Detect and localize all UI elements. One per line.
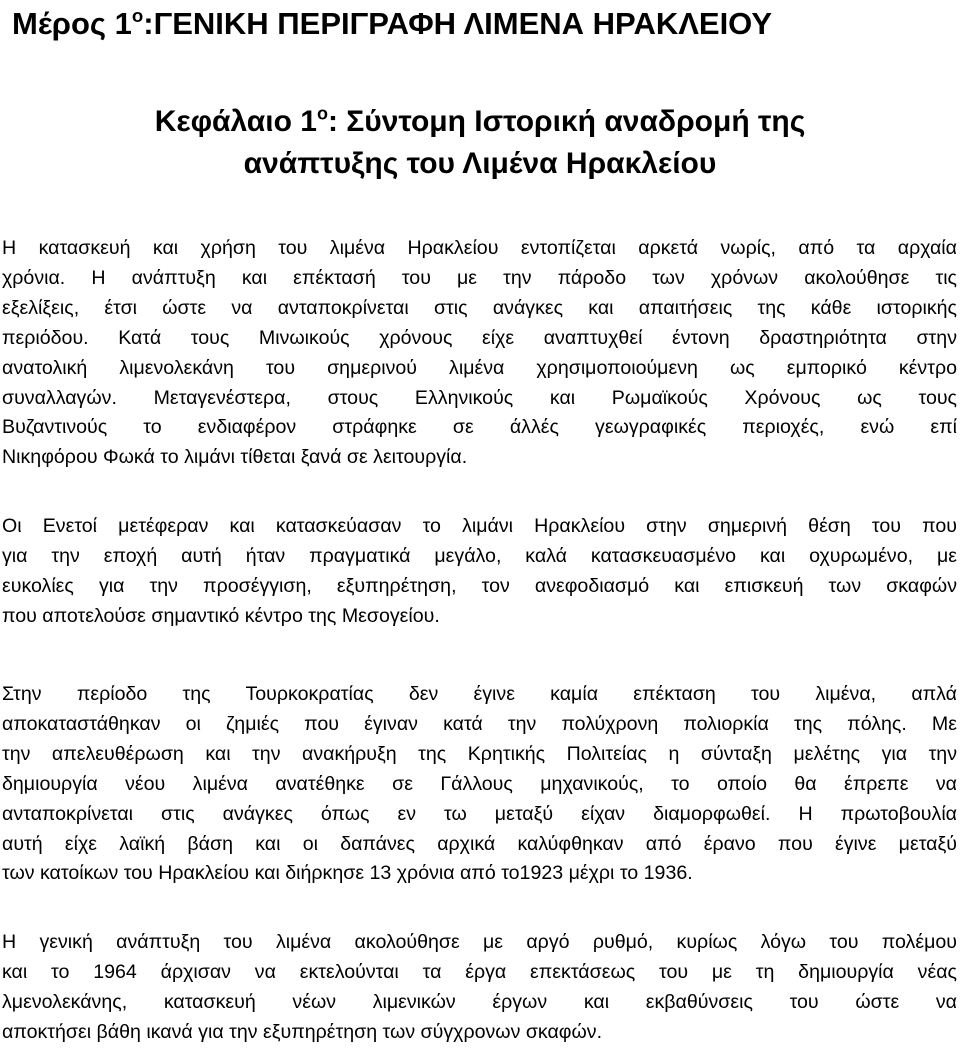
text-line: περιόδου. Κατά τους Μινωικούς χρόνους είχε αναπτυχθεί έντονη δραστηριότητα στην <box>2 326 957 349</box>
paragraph-4 <box>2 928 957 1048</box>
text-line: λμενολεκάνης, κατασκευή νέων λιμενικών έργων και εκβαθύνσεις του ώστε να <box>2 990 957 1013</box>
chapter-title-ordinal: ο <box>316 103 328 124</box>
text-line: Στην περίοδο της Τουρκοκρατίας δεν έγινε καμία επέκταση του λιμένα, απλά <box>2 683 957 705</box>
part-title <box>12 4 772 44</box>
text-line: που αποτελούσε σημαντικό κέντρο της Μεσογείου. <box>2 604 440 627</box>
text-line: και το 1964 άρχισαν να εκτελούνται τα έργα επεκτάσεως του με τη δημιουργία νέας <box>2 960 957 983</box>
chapter-title-line-2: ανάπτυξης του Λιμένα Ηρακλείου <box>243 147 717 180</box>
text-line: των κατοίκων του Ηρακλείου και διήρκησε 13 χρόνια από το1923 μέχρι το 1936. <box>2 862 693 885</box>
text-line: ανταποκρίνεται στις ανάγκες όπως εν τω μεταξύ είχαν διαμορφωθεί. Η πρωτοβουλία <box>2 802 957 825</box>
chapter-title-prefix: Κεφάλαιο 1 <box>154 105 317 138</box>
chapter-title-line-1 <box>0 101 960 143</box>
text-line: συναλλαγών. Μεταγενέστερα, στους Ελληνικούς και Ρωμαϊκούς Χρόνους ως τους <box>2 386 957 409</box>
part-title-ordinal: ο <box>131 4 144 26</box>
text-line: ευκολίες για την προσέγγιση, εξυπηρέτηση, τον ανεφοδιασμό και επισκευή των σκαφών <box>2 574 957 597</box>
text-line: δημιουργία νέου λιμένα ανατέθηκε σε Γάλλους μηχανικούς, το οποίο θα έπρεπε να <box>2 772 957 795</box>
text-line: για την εποχή αυτή ήταν πραγματικά μεγάλο, καλά κατασκευασμένο και οχυρωμένο, με <box>2 544 957 567</box>
text-line: αποκαταστάθηκαν οι ζημιές που έγιναν κατά την πολύχρονη πολιορκία της πόλης. Με <box>2 712 957 735</box>
paragraph-3 <box>2 680 957 889</box>
text-line: την απελευθέρωση και την ανακήρυξη της Κρητικής Πολιτείας η σύνταξη μελέτης για την <box>2 742 957 765</box>
paragraph-2 <box>2 512 957 632</box>
text-line: αυτή είχε λαϊκή βάση και οι δαπάνες αρχικά καλύφθηκαν από έρανο που έγινε μεταξύ <box>2 832 957 855</box>
chapter-title <box>0 101 960 185</box>
paragraph-1 <box>2 234 957 473</box>
text-line: ανατολική λιμενολεκάνη του σημερινού λιμένα χρησιμοποιούμενη ως εμπορικό κέντρο <box>2 356 957 379</box>
text-line: Η γενική ανάπτυξη του λιμένα ακολούθησε με αργό ρυθμό, κυρίως λόγω του πολέμου <box>2 931 957 953</box>
text-line: εξελίξεις, έτσι ώστε να ανταποκρίνεται στις ανάγκες και απαιτήσεις της κάθε ιστορικής <box>2 296 957 319</box>
part-title-text: :ΓΕΝΙΚΗ ΠΕΡΙΓΡΑΦΗ ΛΙΜΕΝΑ ΗΡΑΚΛΕΙΟΥ <box>143 6 773 41</box>
chapter-title-text: : Σύντομη Ιστορική αναδρομή της <box>327 105 806 138</box>
text-line: Η κατασκευή και χρήση του λιμένα Ηρακλείου εντοπίζεται αρκετά νωρίς, από τα αρχαία <box>2 237 957 259</box>
part-title-prefix: Μέρος 1 <box>12 6 132 41</box>
text-line: Βυζαντινούς το ενδιαφέρον στράφηκε σε άλλές γεωγραφικές περιοχές, ενώ επί <box>2 416 957 439</box>
text-line: Οι Ενετοί μετέφεραν και κατασκεύασαν το λιμάνι Ηρακλείου στην σημερινή θέση του που <box>2 515 957 537</box>
text-line: Νικηφόρου Φωκά το λιμάνι τίθεται ξανά σε λειτουργία. <box>2 446 468 469</box>
text-line: αποκτήσει βάθη ικανά για την εξυπηρέτηση των σύγχρονων σκαφών. <box>2 1020 603 1043</box>
text-line: χρόνια. Η ανάπτυξη και επέκτασή του με την πάροδο των χρόνων ακολούθησε τις <box>2 266 957 289</box>
